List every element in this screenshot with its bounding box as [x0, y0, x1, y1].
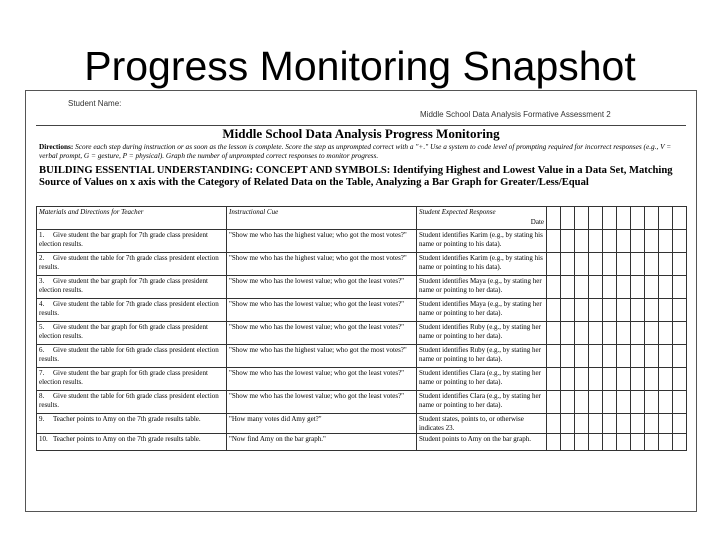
- date-cell[interactable]: [645, 207, 659, 230]
- score-cell[interactable]: [659, 322, 673, 345]
- score-cell[interactable]: [631, 368, 645, 391]
- score-cell[interactable]: [659, 391, 673, 414]
- score-cell[interactable]: [547, 391, 561, 414]
- step-number: 7.: [39, 369, 45, 377]
- score-cell[interactable]: [575, 368, 589, 391]
- score-cell[interactable]: [659, 434, 673, 451]
- score-cell[interactable]: [603, 276, 617, 299]
- date-cell[interactable]: [659, 207, 673, 230]
- table-row: [37, 414, 687, 434]
- score-cell[interactable]: [547, 299, 561, 322]
- score-cell[interactable]: [659, 253, 673, 276]
- date-cell[interactable]: [589, 207, 603, 230]
- score-cell[interactable]: [575, 230, 589, 253]
- table-row: [37, 276, 687, 299]
- score-cell[interactable]: [589, 299, 603, 322]
- score-cell[interactable]: [547, 230, 561, 253]
- date-cell[interactable]: [631, 207, 645, 230]
- date-cell[interactable]: [561, 207, 575, 230]
- score-cell[interactable]: [645, 391, 659, 414]
- assessment-label: Middle School Data Analysis Formative Assessment 2: [420, 110, 611, 119]
- materials-cell: [37, 345, 227, 368]
- score-cell[interactable]: [631, 322, 645, 345]
- step-number: 5.: [39, 323, 45, 331]
- response-cell: Student points to Amy on the bar graph.: [417, 434, 547, 451]
- materials-text: Give student the bar graph for 7th grade class president election results.: [39, 231, 208, 248]
- score-cell[interactable]: [673, 299, 687, 322]
- cue-cell: "Show me who has the lowest value; who got the least votes?": [227, 276, 417, 299]
- score-cell[interactable]: [589, 391, 603, 414]
- score-cell[interactable]: [617, 253, 631, 276]
- score-cell[interactable]: [561, 414, 575, 434]
- table-row: [37, 391, 687, 414]
- score-cell[interactable]: [673, 230, 687, 253]
- cue-cell: "Show me who has the lowest value; who got the least votes?": [227, 322, 417, 345]
- response-cell: Student identifies Karim (e.g., by stating his name or pointing to his data).: [417, 253, 547, 276]
- worksheet-document: [25, 90, 697, 512]
- table-row: [37, 253, 687, 276]
- step-number: 1.: [39, 231, 45, 239]
- step-number: 8.: [39, 392, 45, 400]
- date-cell[interactable]: [575, 207, 589, 230]
- score-cell[interactable]: [547, 434, 561, 451]
- table-row: [37, 368, 687, 391]
- score-cell[interactable]: [631, 434, 645, 451]
- step-number: 9.: [39, 415, 45, 423]
- score-cell[interactable]: [575, 276, 589, 299]
- score-cell[interactable]: [547, 368, 561, 391]
- materials-cell: [37, 391, 227, 414]
- score-cell[interactable]: [673, 345, 687, 368]
- slide-title: Progress Monitoring Snapshot: [84, 43, 636, 89]
- score-cell[interactable]: [631, 391, 645, 414]
- date-cell[interactable]: [617, 207, 631, 230]
- score-cell[interactable]: [561, 434, 575, 451]
- score-cell[interactable]: [589, 253, 603, 276]
- score-cell[interactable]: [631, 345, 645, 368]
- response-cell: Student identifies Clara (e.g., by stating her name or pointing to her data).: [417, 368, 547, 391]
- score-cell[interactable]: [603, 299, 617, 322]
- score-cell[interactable]: [575, 391, 589, 414]
- directions: [39, 142, 684, 160]
- cue-cell: "Show me who has the highest value; who got the most votes?": [227, 253, 417, 276]
- score-cell[interactable]: [673, 414, 687, 434]
- score-cell[interactable]: [645, 368, 659, 391]
- score-cell[interactable]: [645, 230, 659, 253]
- table-row: [37, 230, 687, 253]
- table-row: [37, 345, 687, 368]
- cue-cell: "Show me who has the lowest value; who got the least votes?": [227, 391, 417, 414]
- materials-cell: [37, 434, 227, 451]
- score-cell[interactable]: [561, 368, 575, 391]
- score-cell[interactable]: [589, 345, 603, 368]
- step-number: 2.: [39, 254, 45, 262]
- score-cell[interactable]: [561, 230, 575, 253]
- score-cell[interactable]: [603, 230, 617, 253]
- directions-label: Directions:: [39, 142, 74, 151]
- cue-cell: "Show me who has the highest value; who got the most votes?": [227, 345, 417, 368]
- score-cell[interactable]: [617, 414, 631, 434]
- materials-cell: [37, 322, 227, 345]
- column-header-response-label: Student Expected Response: [419, 208, 496, 216]
- score-cell[interactable]: [673, 434, 687, 451]
- score-cell[interactable]: [603, 253, 617, 276]
- score-cell[interactable]: [561, 299, 575, 322]
- table-row: [37, 299, 687, 322]
- score-cell[interactable]: [631, 299, 645, 322]
- score-cell[interactable]: [547, 414, 561, 434]
- materials-cell: [37, 414, 227, 434]
- score-cell[interactable]: [617, 230, 631, 253]
- score-cell[interactable]: [617, 434, 631, 451]
- date-cell[interactable]: [673, 207, 687, 230]
- materials-cell: [37, 299, 227, 322]
- cue-cell: "Now find Amy on the bar graph.": [227, 434, 417, 451]
- score-cell[interactable]: [547, 322, 561, 345]
- building-understanding-heading: BUILDING ESSENTIAL UNDERSTANDING: CONCEPT AND SYMBOLS: Identifying Highest and Lowest Value in a Data Set, Matching Source of Values on x axis with the Category of Related Data on the Table, Analyzing a Bar Graph for Greater/Less/Equal: [39, 165, 673, 188]
- score-cell[interactable]: [659, 414, 673, 434]
- score-cell[interactable]: [645, 276, 659, 299]
- materials-text: Teacher points to Amy on the 7th grade results table.: [53, 435, 201, 443]
- cue-cell: "Show me who has the highest value; who got the most votes?": [227, 230, 417, 253]
- score-cell[interactable]: [589, 434, 603, 451]
- cue-cell: "Show me who has the lowest value; who got the least votes?": [227, 299, 417, 322]
- progress-table: [36, 206, 687, 451]
- score-cell[interactable]: [561, 391, 575, 414]
- materials-text: Give student the table for 7th grade class president election results.: [39, 300, 219, 317]
- response-cell: Student identifies Ruby (e.g., by stating her name or pointing to her data).: [417, 322, 547, 345]
- score-cell[interactable]: [603, 414, 617, 434]
- score-cell[interactable]: [547, 276, 561, 299]
- column-header-materials: Materials and Directions for Teacher: [37, 207, 227, 230]
- date-cell[interactable]: [603, 207, 617, 230]
- materials-cell: [37, 276, 227, 299]
- score-cell[interactable]: [575, 322, 589, 345]
- score-cell[interactable]: [673, 391, 687, 414]
- step-number: 10.: [39, 435, 48, 443]
- score-cell[interactable]: [603, 345, 617, 368]
- score-cell[interactable]: [589, 322, 603, 345]
- materials-text: Give student the bar graph for 6th grade class president election results.: [39, 323, 208, 340]
- score-cell[interactable]: [673, 322, 687, 345]
- score-cell[interactable]: [645, 322, 659, 345]
- score-cell[interactable]: [645, 434, 659, 451]
- score-cell[interactable]: [645, 414, 659, 434]
- step-number: 6.: [39, 346, 45, 354]
- cue-cell: "Show me who has the lowest value; who got the least votes?": [227, 368, 417, 391]
- materials-text: Give student the table for 7th grade class president election results.: [39, 254, 219, 271]
- table-row: [37, 322, 687, 345]
- column-header-cue: Instructional Cue: [227, 207, 417, 230]
- materials-text: Give student the table for 6th grade class president election results.: [39, 346, 219, 363]
- score-cell[interactable]: [645, 299, 659, 322]
- score-cell[interactable]: [561, 253, 575, 276]
- score-cell[interactable]: [603, 322, 617, 345]
- materials-text: Teacher points to Amy on the 7th grade results table.: [53, 415, 201, 423]
- student-name-label: Student Name:: [68, 99, 122, 108]
- score-cell[interactable]: [589, 368, 603, 391]
- score-cell[interactable]: [603, 434, 617, 451]
- score-cell[interactable]: [617, 276, 631, 299]
- score-cell[interactable]: [645, 253, 659, 276]
- materials-text: Give student the bar graph for 7th grade class president election results.: [39, 277, 208, 294]
- score-cell[interactable]: [673, 368, 687, 391]
- score-cell[interactable]: [617, 322, 631, 345]
- score-cell[interactable]: [617, 391, 631, 414]
- score-cell[interactable]: [617, 345, 631, 368]
- score-cell[interactable]: [575, 299, 589, 322]
- table-row: [37, 434, 687, 451]
- score-cell[interactable]: [603, 391, 617, 414]
- score-cell[interactable]: [617, 299, 631, 322]
- score-cell[interactable]: [631, 230, 645, 253]
- score-cell[interactable]: [561, 276, 575, 299]
- materials-text: Give student the table for 6th grade class president election results.: [39, 392, 219, 409]
- score-cell[interactable]: [589, 230, 603, 253]
- step-number: 4.: [39, 300, 45, 308]
- score-cell[interactable]: [659, 230, 673, 253]
- score-cell[interactable]: [659, 345, 673, 368]
- column-header-response: [417, 207, 547, 230]
- score-cell[interactable]: [659, 299, 673, 322]
- response-cell: Student identifies Ruby (e.g., by stating her name or pointing to her data).: [417, 345, 547, 368]
- date-cell[interactable]: [547, 207, 561, 230]
- score-cell[interactable]: [561, 345, 575, 368]
- response-cell: Student identifies Maya (e.g., by stating her name or pointing to her data).: [417, 299, 547, 322]
- score-cell[interactable]: [575, 434, 589, 451]
- score-cell[interactable]: [631, 253, 645, 276]
- score-cell[interactable]: [589, 276, 603, 299]
- score-cell[interactable]: [659, 368, 673, 391]
- score-cell[interactable]: [645, 345, 659, 368]
- materials-text: Give student the bar graph for 6th grade class president election results.: [39, 369, 208, 386]
- score-cell[interactable]: [575, 253, 589, 276]
- score-cell[interactable]: [575, 345, 589, 368]
- column-header-dates: Date: [530, 217, 544, 226]
- step-number: 3.: [39, 277, 45, 285]
- score-cell[interactable]: [631, 276, 645, 299]
- score-cell[interactable]: [673, 253, 687, 276]
- score-cell[interactable]: [547, 253, 561, 276]
- materials-cell: [37, 368, 227, 391]
- score-cell[interactable]: [617, 368, 631, 391]
- response-cell: Student identifies Clara (e.g., by stating her name or pointing to her data).: [417, 391, 547, 414]
- score-cell[interactable]: [603, 368, 617, 391]
- score-cell[interactable]: [547, 345, 561, 368]
- score-cell[interactable]: [589, 414, 603, 434]
- directions-text: Score each step during instruction or as soon as the lesson is complete. Score the step as unprompted correct with a "+." Use a system to code level of prompting required for incorrect responses (e.g., V = verbal prompt, G = gesture, P = physical). Graph the number of unprompted correct responses to monitor progress.: [39, 142, 672, 160]
- document-title: Middle School Data Analysis Progress Monitoring: [222, 126, 500, 141]
- score-cell[interactable]: [575, 414, 589, 434]
- response-cell: Student identifies Karim (e.g., by stating his name or pointing to his data).: [417, 230, 547, 253]
- response-cell: Student identifies Maya (e.g., by stating her name or pointing to her data).: [417, 276, 547, 299]
- materials-cell: [37, 253, 227, 276]
- score-cell[interactable]: [561, 322, 575, 345]
- response-cell: Student states, points to, or otherwise indicates 23.: [417, 414, 547, 434]
- score-cell[interactable]: [659, 276, 673, 299]
- materials-cell: [37, 230, 227, 253]
- cue-cell: "How many votes did Amy get?": [227, 414, 417, 434]
- score-cell[interactable]: [631, 414, 645, 434]
- score-cell[interactable]: [673, 276, 687, 299]
